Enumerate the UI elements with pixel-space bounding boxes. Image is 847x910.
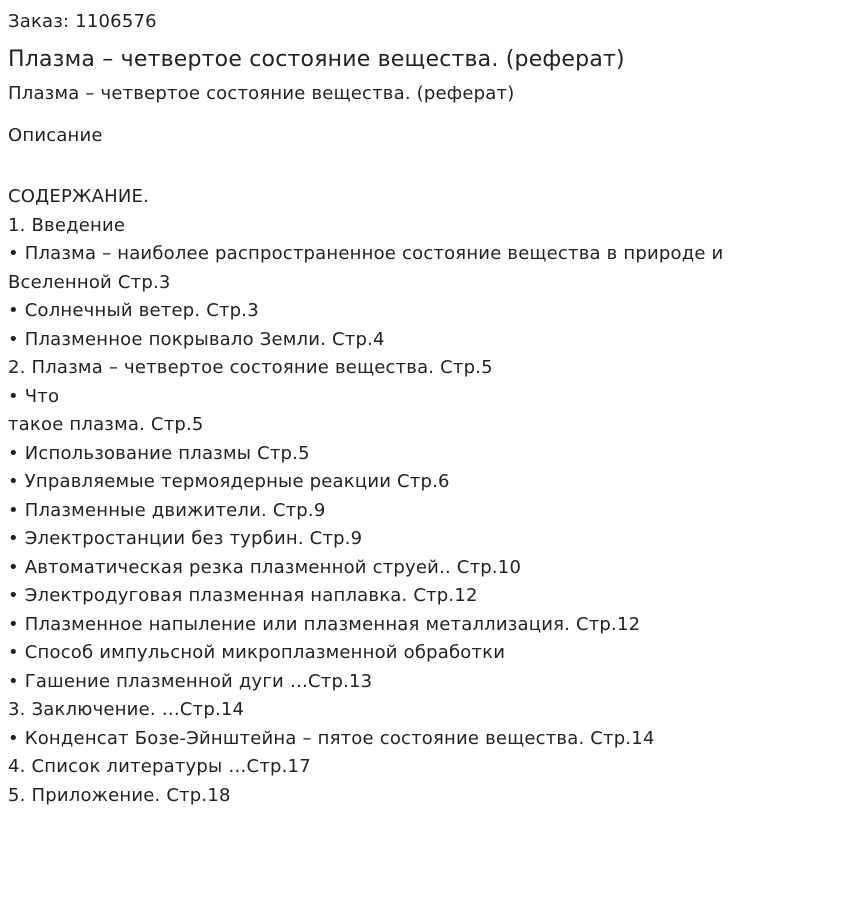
toc-line: • Электродуговая плазменная наплавка. Стр.12 [8, 585, 478, 606]
page-title: Плазма – четвертое состояние вещества. (реферат) [8, 47, 625, 72]
toc-line: • Плазма – наиболее распространенное состояние вещества в природе и [8, 243, 724, 264]
toc-line: 3. Заключение. …Стр.14 [8, 699, 245, 720]
toc-line: • Что [8, 385, 60, 407]
toc-line: • Конденсат Бозе-Эйнштейна – пятое состояние вещества. Стр.14 [8, 727, 655, 749]
description-label: Описание [8, 125, 103, 146]
toc-line: 4. Список литературы …Стр.17 [8, 756, 311, 777]
toc-line: СОДЕРЖАНИЕ. [8, 186, 150, 207]
toc-line: 1. Введение [8, 214, 126, 236]
toc-line: • Управляемые термоядерные реакции Стр.6 [8, 471, 450, 492]
toc-line: такое плазма. Стр.5 [8, 414, 204, 435]
toc-line: 2. Плазма – четвертое состояние вещества. Стр.5 [8, 357, 493, 378]
toc-line: • Плазменное напыление или плазменная металлизация. Стр.12 [8, 613, 641, 635]
table-of-contents [8, 183, 839, 810]
toc-line: • Способ импульсной микроплазменной обработки [8, 642, 506, 663]
toc-line: • Плазменные движители. Стр.9 [8, 499, 326, 521]
toc-line: • Плазменное покрывало Земли. Стр.4 [8, 328, 385, 350]
toc-line: • Использование плазмы Стр.5 [8, 442, 310, 464]
toc-line: • Солнечный ветер. Стр.3 [8, 300, 259, 321]
toc-line: Вселенной Стр.3 [8, 271, 171, 293]
order-number: Заказ: 1106576 [8, 11, 157, 32]
toc-line: 5. Приложение. Стр.18 [8, 784, 231, 806]
toc-line: • Гашение плазменной дуги …Стр.13 [8, 670, 373, 692]
toc-line: • Автоматическая резка плазменной струей.. Стр.10 [8, 556, 522, 578]
toc-line: • Электростанции без турбин. Стр.9 [8, 528, 363, 549]
page-subtitle: Плазма – четвертое состояние вещества. (реферат) [8, 83, 515, 104]
